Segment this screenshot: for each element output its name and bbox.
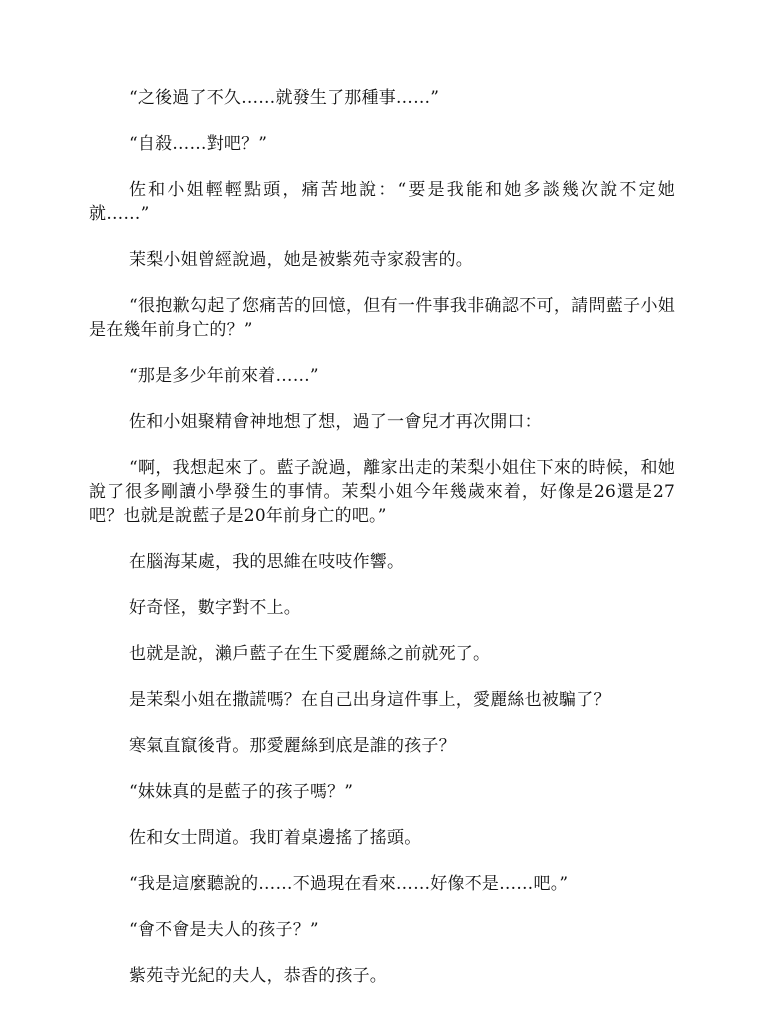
paragraph: 茉梨小姐曾經說過，她是被紫苑寺家殺害的。 <box>129 250 473 270</box>
paragraph: 好奇怪，數字對不上。 <box>129 598 301 618</box>
paragraph: 是茉梨小姐在撒謊嗎？在自己出身這件事上，愛麗絲也被騙了？ <box>129 690 611 710</box>
paragraph: “啊，我想起來了。藍子說過，離家出走的茉梨小姐住下來的時候，和她說了很多剛讀小學發生的事情。茉梨小姐今年幾歲來着，好像是26還是27吧？也就是說藍子是20年前身亡的吧。” <box>89 458 675 526</box>
paragraph: “之後過了不久……就發生了那種事……” <box>129 88 440 108</box>
paragraph: 佐和女士問道。我盯着桌邊搖了搖頭。 <box>129 828 422 848</box>
paragraph: “那是多少年前來着……” <box>129 366 319 386</box>
paragraph: 佐和小姐聚精會神地想了想，過了一會兒才再次開口： <box>129 412 542 432</box>
paragraph: 寒氣直竄後背。那愛麗絲到底是誰的孩子？ <box>129 736 456 756</box>
paragraph: “我是這麼聽說的……不過現在看來……好像不是……吧。” <box>129 874 569 894</box>
paragraph: 也就是說，瀨戶藍子在生下愛麗絲之前就死了。 <box>129 644 491 664</box>
paragraph: 紫苑寺光紀的夫人，恭香的孩子。 <box>129 966 387 986</box>
paragraph: “會不會是夫人的孩子？” <box>129 920 319 940</box>
document-page <box>89 86 675 1010</box>
paragraph: 在腦海某處，我的思維在吱吱作響。 <box>129 552 405 572</box>
paragraph: “很抱歉勾起了您痛苦的回憶，但有一件事我非确認不可，請問藍子小姐是在幾年前身亡的？” <box>89 296 675 340</box>
paragraph: 佐和小姐輕輕點頭，痛苦地說：“要是我能和她多談幾次說不定她就……” <box>89 180 675 224</box>
paragraph: “妹妹真的是藍子的孩子嗎？” <box>129 782 354 802</box>
paragraph: “自殺……對吧？” <box>129 134 268 154</box>
